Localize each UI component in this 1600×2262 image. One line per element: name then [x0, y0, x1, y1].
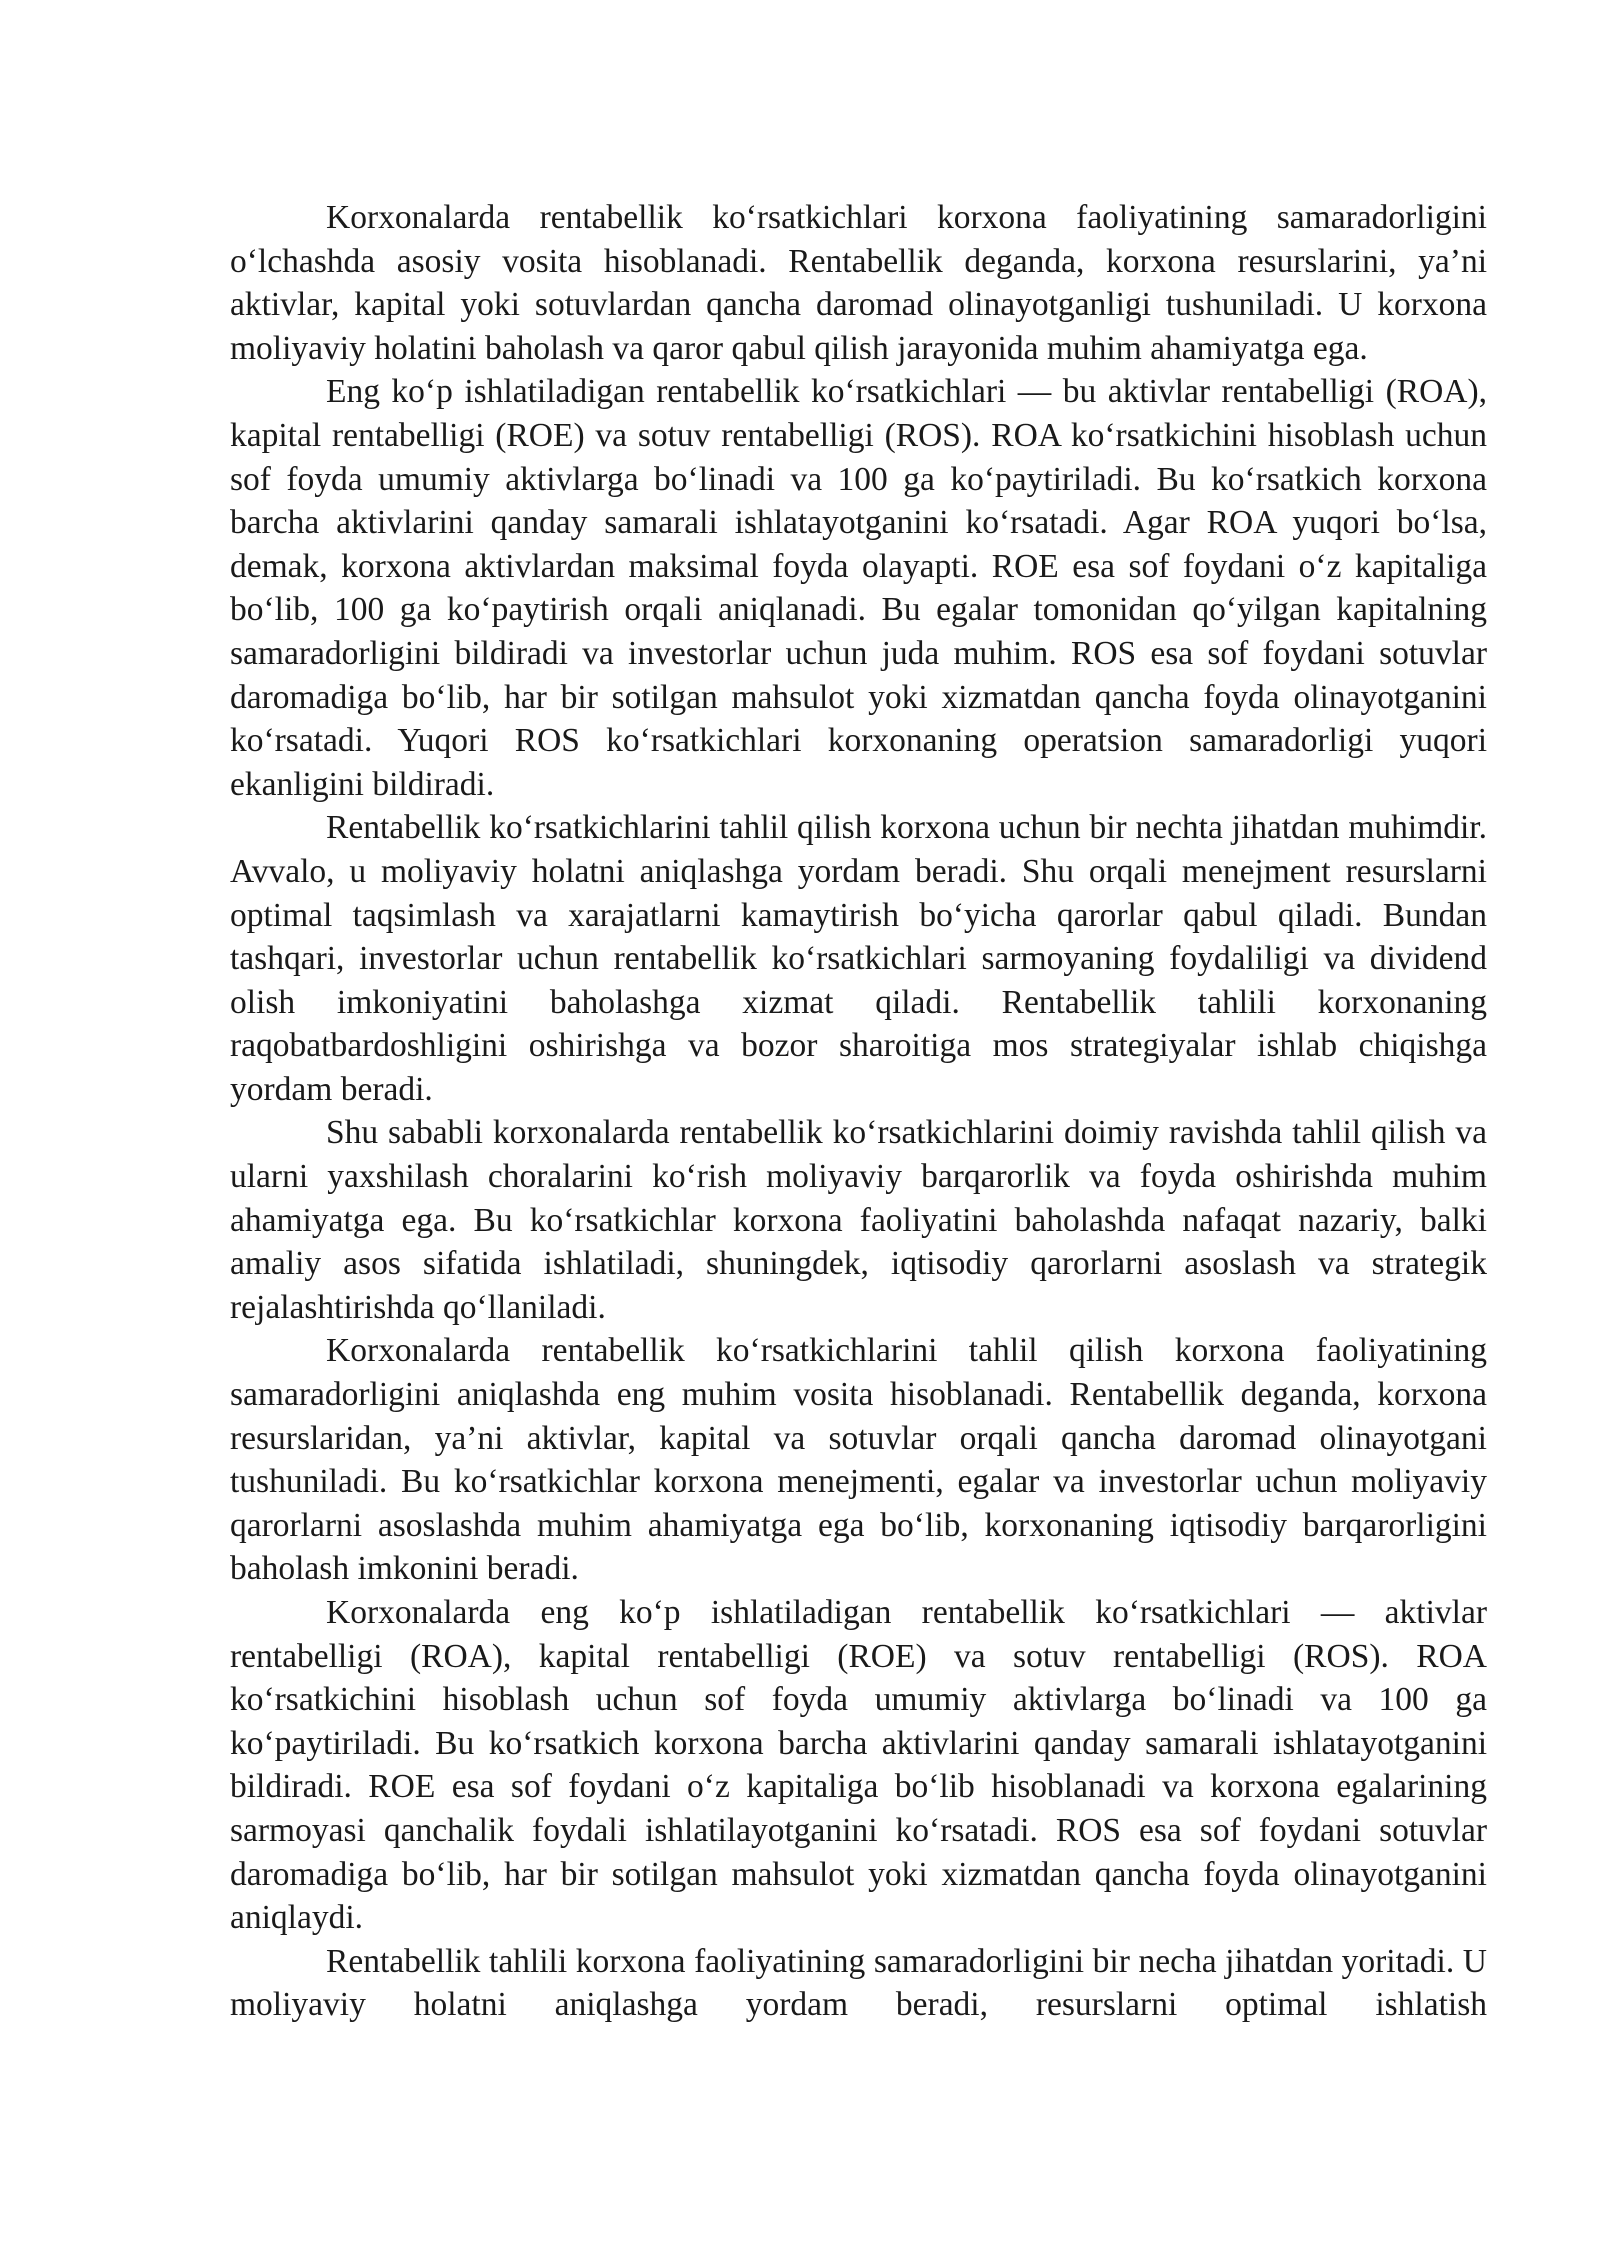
paragraph: Rentabellik tahlili korxona faoliyatining samaradorligini bir necha jihatdan yoritadi. U moliyaviy holatni aniqlashga yordam beradi, resurslarni optimal ishlatish	[230, 1942, 1487, 2024]
paragraph: Rentabellik ko‘rsatkichlarini tahlil qilish korxona uchun bir nechta jihatdan muhimdir. Avvalo, u moliyaviy holatni aniqlashga yordam beradi. Shu orqali menejment resurslarni optimal taqsimlash va xarajatlarni kamaytirish bo‘yicha qarorlar qabul qiladi. Bundan tashqari, investorlar uchun rentabellik ko‘rsatkichlari sarmoyaning foydaliligi va dividend olish imkoniyatini baholashga xizmat qiladi. Rentabellik tahlili korxonaning raqobatbardoshligini oshirishga va bozor sharoitiga mos strategiyalar ishlab chiqishga yordam beradi.	[230, 809, 1487, 1108]
document-body	[230, 196, 1487, 2027]
paragraph: Shu sababli korxonalarda rentabellik ko‘rsatkichlarini doimiy ravishda tahlil qilish va ularni yaxshilash choralarini ko‘rish moliyaviy barqarorlik va foyda oshirishda muhim ahamiyatga ega. Bu ko‘rsatkichlar korxona faoliyatini baholashda nafaqat nazariy, balki amaliy asos sifatida ishlatiladi, shuningdek, iqtisodiy qarorlarni asoslash va strategik rejalashtirishda qo‘llaniladi.	[230, 1114, 1487, 1326]
paragraph: Korxonalarda rentabellik ko‘rsatkichlari korxona faoliyatining samaradorligini o‘lchashda asosiy vosita hisoblanadi. Rentabellik deganda, korxona resurslarini, ya’ni aktivlar, kapital yoki sotuvlardan qancha daromad olinayotganligi tushuniladi. U korxona moliyaviy holatini baholash va qaror qabul qilish jarayonida muhim ahamiyatga ega.	[230, 199, 1487, 367]
paragraph: Eng ko‘p ishlatiladigan rentabellik ko‘rsatkichlari — bu aktivlar rentabelligi (ROA), kapital rentabelligi (ROE) va sotuv rentabelligi (ROS). ROA ko‘rsatkichini hisoblash uchun sof foyda umumiy aktivlarga bo‘linadi va 100 ga ko‘paytiriladi. Bu ko‘rsatkich korxona barcha aktivlarini qanday samarali ishlatayotganini ko‘rsatadi. Agar ROA yuqori bo‘lsa, demak, korxona aktivlardan maksimal foyda olayapti. ROE esa sof foydani o‘z kapitaliga bo‘lib, 100 ga ko‘paytirish orqali aniqlanadi. Bu egalar tomonidan qo‘yilgan kapitalning samaradorligini bildiradi va investorlar uchun juda muhim. ROS esa sof foydani sotuvlar daromadiga bo‘lib, har bir sotilgan mahsulot yoki xizmatdan qancha foyda olinayotganini ko‘rsatadi. Yuqori ROS ko‘rsatkichlari korxonaning operatsion samaradorligi yuqori ekanligini bildiradi.	[230, 373, 1487, 803]
paragraph: Korxonalarda eng ko‘p ishlatiladigan rentabellik ko‘rsatkichlari — aktivlar rentabelligi (ROA), kapital rentabelligi (ROE) va sotuv rentabelligi (ROS). ROA ko‘rsatkichini hisoblash uchun sof foyda umumiy aktivlarga bo‘linadi va 100 ga ko‘paytiriladi. Bu ko‘rsatkich korxona barcha aktivlarini qanday samarali ishlatayotganini bildiradi. ROE esa sof foydani o‘z kapitaliga bo‘lib hisoblanadi va korxona egalarining sarmoyasi qanchalik foydali ishlatilayotganini ko‘rsatadi. ROS esa sof foydani sotuvlar daromadiga bo‘lib, har bir sotilgan mahsulot yoki xizmatdan qancha foyda olinayotganini aniqlaydi.	[230, 1594, 1487, 1937]
paragraph: Korxonalarda rentabellik ko‘rsatkichlarini tahlil qilish korxona faoliyatining samaradorligini aniqlashda eng muhim vosita hisoblanadi. Rentabellik deganda, korxona resurslaridan, ya’ni aktivlar, kapital va sotuvlar orqali qancha daromad olinayotgani tushuniladi. Bu ko‘rsatkichlar korxona menejmenti, egalar va investorlar uchun moliyaviy qarorlarni asoslashda muhim ahamiyatga ega bo‘lib, korxonaning iqtisodiy barqarorligini baholash imkonini beradi.	[230, 1332, 1487, 1588]
